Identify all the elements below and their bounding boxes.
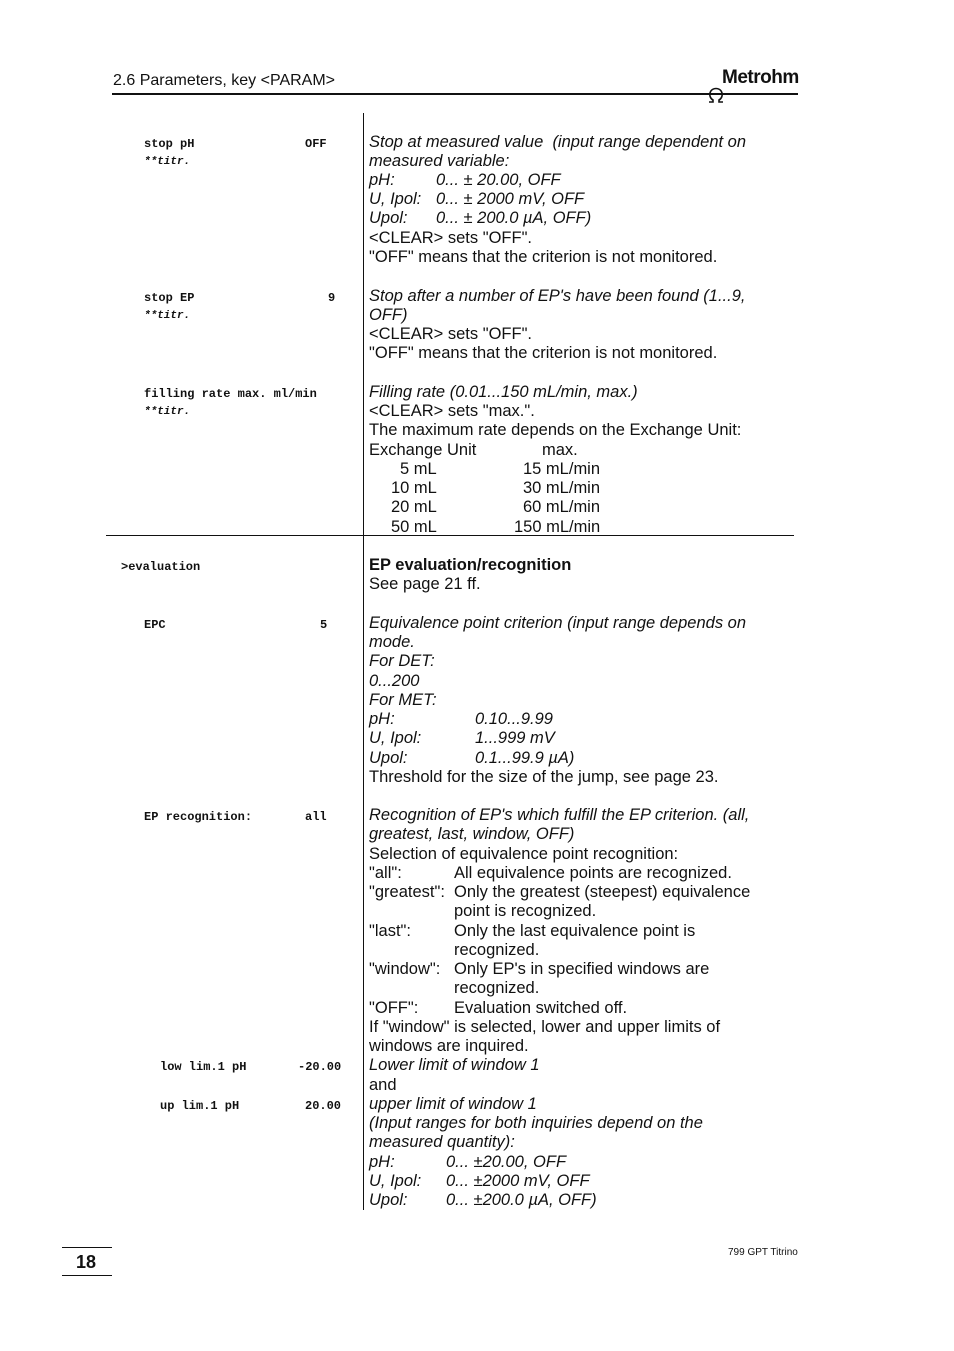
table-cell: 5 mL (400, 460, 437, 478)
param-low-lim-value: -20.00 (298, 1060, 342, 1074)
range-label: pH: (369, 710, 395, 728)
range-value: 0... ±200.0 µA, OFF) (446, 1191, 597, 1209)
desc-text: (Input ranges for both inquiries depend on the (369, 1114, 703, 1132)
param-filling-rate-sub: **titr. (144, 406, 191, 418)
param-up-lim: up lim.1 pH (160, 1099, 240, 1113)
desc-text: If "window" is selected, lower and upper limits of (369, 1018, 721, 1036)
desc-text: greatest, last, window, OFF) (369, 825, 575, 843)
param-stop-ep-sub: **titr. (144, 310, 191, 322)
desc-text: The maximum rate depends on the Exchange Unit: (369, 421, 742, 439)
option-key: "OFF": (369, 999, 419, 1017)
option-desc: recognized. (454, 979, 540, 997)
param-stop-ph-sub: **titr. (144, 156, 191, 168)
param-stop-ph: stop pH (144, 137, 195, 151)
option-desc: All equivalence points are recognized. (454, 864, 732, 882)
range-label: U, Ipol: (369, 729, 422, 747)
range-label: Upol: (369, 749, 408, 767)
option-key: "all": (369, 864, 402, 882)
desc-text: Stop at measured value (input range dependent on (369, 133, 747, 151)
page-number: 18 (76, 1252, 97, 1272)
param-evaluation: >evaluation (121, 560, 201, 574)
param-stop-ep: stop EP (144, 291, 195, 305)
column-divider (363, 113, 364, 1210)
option-desc: Only the greatest (steepest) equivalence (454, 883, 751, 901)
option-desc: Only the last equivalence point is (454, 922, 696, 940)
desc-text: Lower limit of window 1 (369, 1056, 540, 1074)
range-label: Upol: (369, 209, 408, 227)
option-desc: point is recognized. (454, 902, 597, 920)
desc-text: OFF) (369, 306, 408, 324)
desc-text: "OFF" means that the criterion is not monitored. (369, 344, 718, 362)
table-cell: 50 mL (391, 518, 437, 536)
desc-text: See page 21 ff. (369, 575, 481, 593)
option-desc: Only EP's in specified windows are (454, 960, 710, 978)
page-number-bottom-rule (62, 1275, 112, 1276)
desc-text: Threshold for the size of the jump, see page 23. (369, 768, 719, 786)
param-stop-ph-value: OFF (305, 137, 327, 151)
table-header: max. (542, 441, 578, 459)
section-heading: EP evaluation/recognition (369, 556, 572, 574)
desc-text: <CLEAR> sets "max.". (369, 402, 535, 420)
desc-text: windows are inquired. (369, 1037, 529, 1055)
option-key: "last": (369, 922, 411, 940)
param-epc: EPC (144, 618, 166, 632)
table-cell: 20 mL (391, 498, 437, 516)
table-cell: 150 mL/min (514, 518, 601, 536)
range-label: Upol: (369, 1191, 408, 1209)
range-value: 1...999 mV (475, 729, 555, 747)
section-divider (106, 535, 794, 536)
param-ep-recognition: EP recognition: (144, 810, 253, 824)
range-value: 0... ± 200.0 µA, OFF) (436, 209, 592, 227)
desc-text: measured variable: (369, 152, 510, 170)
range-value: 0... ± 20.00, OFF (436, 171, 561, 189)
desc-text: and (369, 1076, 397, 1094)
param-stop-ep-value: 9 (328, 291, 336, 305)
desc-text: "OFF" means that the criterion is not monitored. (369, 248, 718, 266)
omega-icon (697, 68, 717, 88)
desc-text: mode. (369, 633, 415, 651)
desc-text: Selection of equivalence point recognition: (369, 845, 679, 863)
table-cell: 60 mL/min (523, 498, 601, 516)
param-filling-rate: filling rate max. ml/min (144, 387, 317, 401)
range-value: 0.10...9.99 (475, 710, 553, 728)
footer-product: 799 GPT Titrino (728, 1247, 798, 1258)
range-value: 0... ±20.00, OFF (446, 1153, 567, 1171)
header-rule (112, 93, 798, 95)
range-label: pH: (369, 171, 395, 189)
brand-logo: Metrohm (722, 67, 799, 88)
param-low-lim: low lim.1 pH (160, 1060, 247, 1074)
table-header: Exchange Unit (369, 441, 477, 459)
desc-text: Recognition of EP's which fulfill the EP criterion. (all, (369, 806, 750, 824)
range-label: pH: (369, 1153, 395, 1171)
range-value: 0... ± 2000 mV, OFF (436, 190, 585, 208)
desc-text: <CLEAR> sets "OFF". (369, 229, 533, 247)
desc-text: upper limit of window 1 (369, 1095, 537, 1113)
desc-text: <CLEAR> sets "OFF". (369, 325, 533, 343)
desc-text: For MET: (369, 691, 437, 709)
param-epc-value: 5 (320, 618, 328, 632)
desc-text: For DET: (369, 652, 435, 670)
range-label: U, Ipol: (369, 1172, 422, 1190)
option-key: "window": (369, 960, 441, 978)
page-number-top-rule (62, 1247, 112, 1248)
table-cell: 10 mL (391, 479, 437, 497)
desc-text: 0...200 (369, 672, 420, 690)
option-desc: recognized. (454, 941, 540, 959)
desc-text: Equivalence point criterion (input range depends on (369, 614, 747, 632)
range-value: 0... ±2000 mV, OFF (446, 1172, 590, 1190)
table-cell: 15 mL/min (523, 460, 601, 478)
table-cell: 30 mL/min (523, 479, 601, 497)
param-up-lim-value: 20.00 (305, 1099, 342, 1113)
range-value: 0.1...99.9 µA) (475, 749, 575, 767)
desc-text: Stop after a number of EP's have been found (1...9, (369, 287, 746, 305)
range-label: U, Ipol: (369, 190, 422, 208)
section-header: 2.6 Parameters, key <PARAM> (113, 72, 336, 89)
option-key: "greatest": (369, 883, 445, 901)
param-ep-recognition-value: all (305, 810, 327, 824)
desc-text: measured quantity): (369, 1133, 515, 1151)
option-desc: Evaluation switched off. (454, 999, 628, 1017)
desc-text: Filling rate (0.01...150 mL/min, max.) (369, 383, 638, 401)
